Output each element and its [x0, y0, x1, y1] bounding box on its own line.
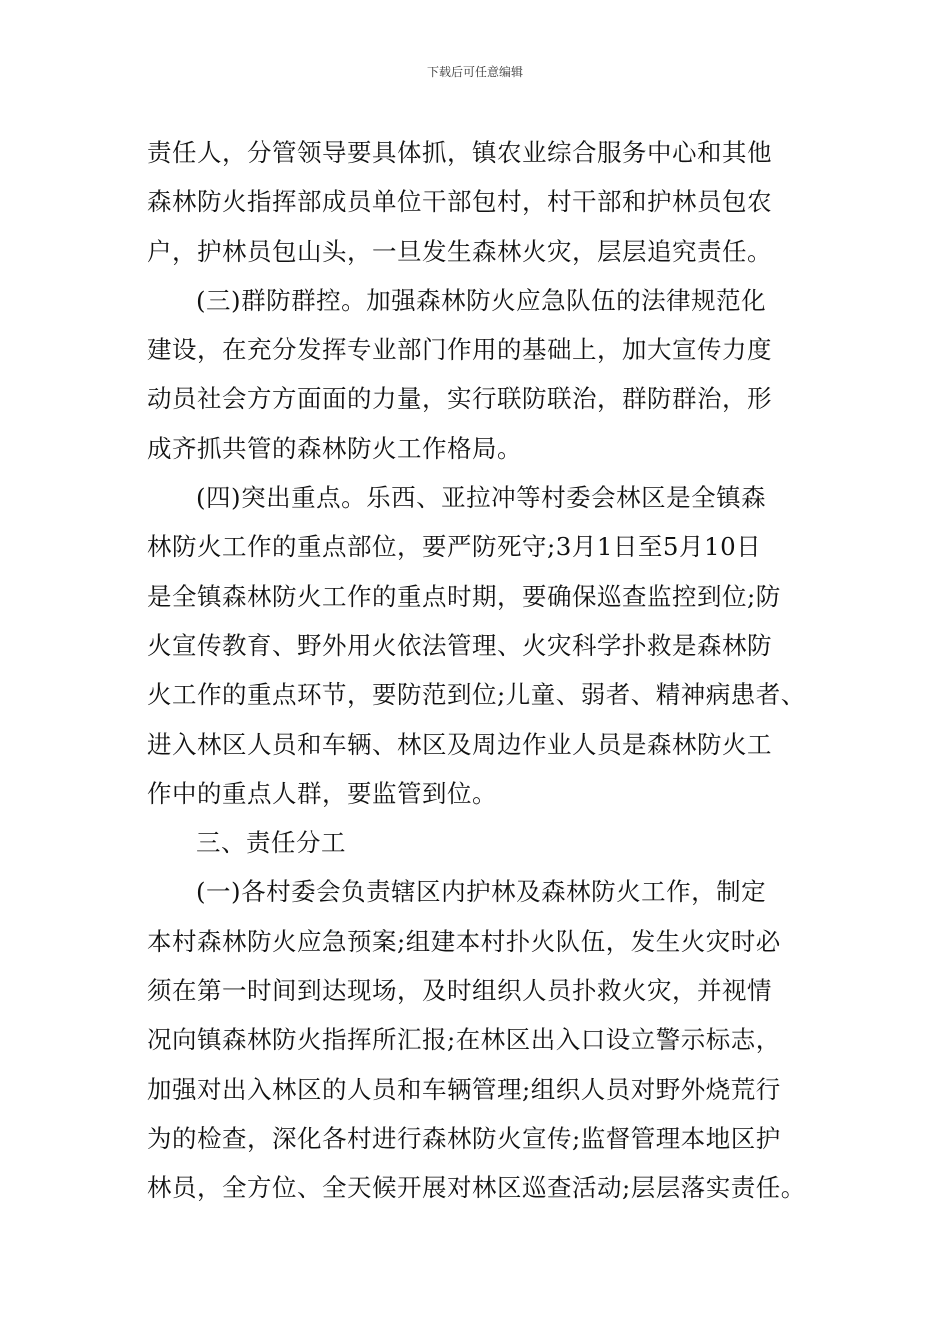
- text-line: 加强对出入林区的人员和车辆管理;组织人员对野外烧荒行: [147, 1074, 781, 1104]
- text-line: 责任人，分管领导要具体抓，镇农业综合服务中心和其他: [147, 138, 772, 167]
- paragraph-start-line: (四)突出重点。乐西、亚拉冲等村委会林区是全镇森: [196, 483, 767, 513]
- text-line: 况向镇森林防火指挥所汇报;在林区出入口设立警示标志，: [147, 1025, 781, 1055]
- text-line: 建设，在充分发挥专业部门作用的基础上，加大宣传力度: [147, 335, 772, 365]
- text-line: 为的检查，深化各村进行森林防火宣传;监督管理本地区护: [147, 1123, 781, 1153]
- text-line: 本村森林防火应急预案;组建本村扑火队伍，发生火灾时必: [147, 926, 781, 956]
- text-line: 成齐抓共管的森林防火工作格局。: [147, 433, 522, 463]
- text-line: 森林防火指挥部成员单位干部包村，村干部和护林员包农: [147, 187, 772, 217]
- document-body: [147, 128, 827, 1213]
- text-line: 户，护林员包山头，一旦发生森林火灾，层层追究责任。: [147, 236, 772, 266]
- paragraph-start-line: (三)群防群控。加强森林防火应急队伍的法律规范化: [196, 285, 767, 315]
- text-line: 火工作的重点环节，要防范到位;儿童、弱者、精神病患者、: [147, 680, 806, 710]
- page-header-note: 下载后可任意编辑: [426, 65, 523, 79]
- text-line: 作中的重点人群，要监管到位。: [147, 778, 497, 808]
- text-line: 进入林区人员和车辆、林区及周边作业人员是森林防火工: [147, 729, 772, 759]
- section-heading: 三、责任分工: [196, 828, 346, 858]
- text-line: 林防火工作的重点部位，要严防死守;3月1日至5月10日: [147, 532, 762, 562]
- text-line: 林员，全方位、全天候开展对林区巡查活动;层层落实责任。: [147, 1173, 806, 1203]
- paragraph-start-line: (一)各村委会负责辖区内护林及森林防火工作，制定: [196, 877, 767, 907]
- text-line: 动员社会方方面面的力量，实行联防联治，群防群治，形: [147, 384, 772, 414]
- text-line: 火宣传教育、野外用火依法管理、火灾科学扑救是森林防: [147, 630, 772, 660]
- text-line: 须在第一时间到达现场，及时组织人员扑救火灾，并视情: [147, 976, 772, 1006]
- text-line: 是全镇森林防火工作的重点时期，要确保巡查监控到位;防: [147, 581, 781, 611]
